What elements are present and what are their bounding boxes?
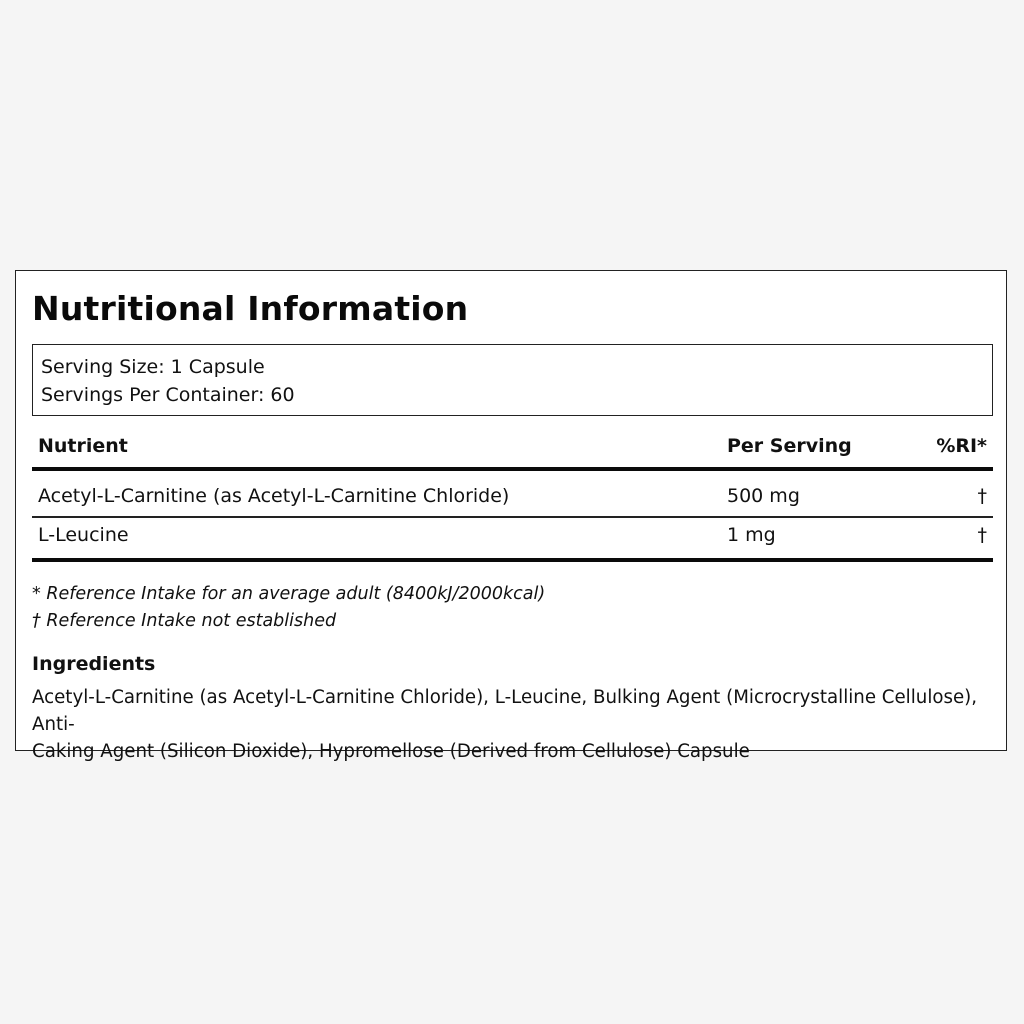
ingredients-heading: Ingredients <box>32 653 156 675</box>
nutrient-amount: 500 mg <box>727 485 800 507</box>
panel-title: Nutritional Information <box>32 289 469 328</box>
serving-info-box <box>32 344 993 416</box>
table-row <box>32 471 993 516</box>
header-ri: %RI* <box>936 435 987 457</box>
footnote-ri: * Reference Intake for an average adult (8400kJ/2000kcal) <box>32 584 546 604</box>
serving-size: Serving Size: 1 Capsule <box>41 356 265 378</box>
nutrient-name: L-Leucine <box>38 523 129 546</box>
table-row <box>32 518 993 558</box>
nutrient-amount: 1 mg <box>727 523 776 546</box>
nutrient-ri: † <box>977 523 987 546</box>
footnotes <box>32 581 545 635</box>
nutrition-panel <box>15 270 1007 762</box>
ingredients-text <box>32 684 994 765</box>
servings-per-container: Servings Per Container: 60 <box>41 384 295 406</box>
header-nutrient: Nutrient <box>38 435 128 457</box>
table-bottom-divider <box>32 558 993 562</box>
nutrient-table <box>32 431 993 562</box>
footnote-dagger: † Reference Intake not established <box>32 611 337 631</box>
header-per-serving: Per Serving <box>727 435 852 457</box>
nutrient-ri: † <box>977 485 987 507</box>
table-header-row <box>32 431 993 467</box>
ingredients-line: Acetyl-L-Carnitine (as Acetyl-L-Carnitine Chloride), L-Leucine, Bulking Agent (Microcrystalline Cellulose), Anti- <box>32 687 978 735</box>
ingredients-line: Caking Agent (Silicon Dioxide), Hypromellose (Derived from Cellulose) Capsule <box>32 741 750 762</box>
nutrient-name: Acetyl-L-Carnitine (as Acetyl-L-Carnitine Chloride) <box>38 485 510 507</box>
